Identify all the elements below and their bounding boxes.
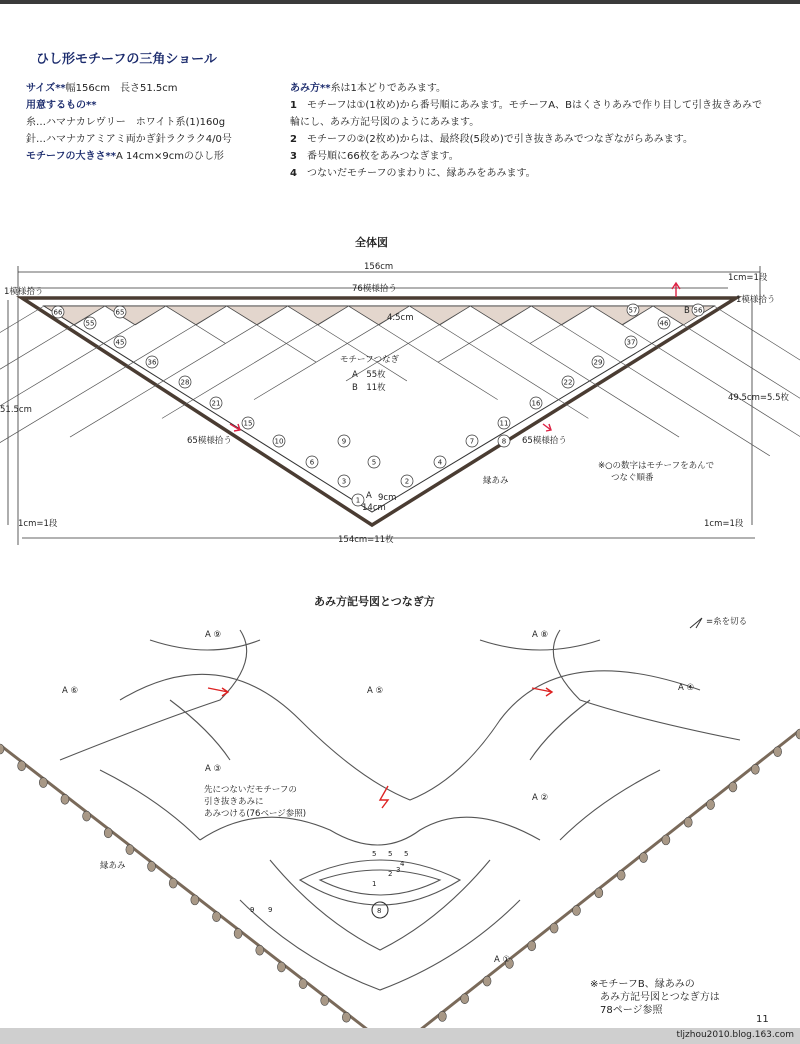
svg-text:55: 55 bbox=[85, 319, 95, 328]
edge-bead bbox=[662, 835, 670, 845]
order-number bbox=[210, 397, 222, 409]
label-a3: A ③ bbox=[205, 764, 222, 774]
chart-edge-label: 縁あみ bbox=[100, 861, 126, 871]
order-number bbox=[306, 456, 318, 468]
edge-bead bbox=[774, 747, 782, 757]
yarn-line: 糸…ハマナカレヴリー ホワイト系(1)160g bbox=[26, 117, 226, 128]
svg-text:57: 57 bbox=[628, 306, 638, 315]
order-number bbox=[692, 304, 704, 316]
grid-line bbox=[714, 306, 800, 512]
center-a: A 55枚 bbox=[352, 370, 386, 380]
svg-text:21: 21 bbox=[211, 399, 221, 408]
edge-bead bbox=[191, 895, 199, 905]
round-number: 3 bbox=[396, 866, 401, 874]
order-number bbox=[368, 456, 380, 468]
height-right-label: 49.5cm=5.5枚 bbox=[728, 393, 790, 403]
svg-text:22: 22 bbox=[563, 378, 573, 387]
edge-bead bbox=[595, 888, 603, 898]
edge-bead bbox=[707, 800, 715, 810]
order-number bbox=[530, 397, 542, 409]
join-note-3: あみつける(76ページ参照) bbox=[204, 809, 307, 819]
svg-text:28: 28 bbox=[180, 378, 190, 387]
edge-bead bbox=[39, 778, 47, 788]
edge-bead bbox=[461, 994, 469, 1004]
round-number: 8 bbox=[377, 907, 382, 915]
chart-footnote: ※モチーフB、縁あみの あみ方記号図とつなぎ方は 78ページ参照 bbox=[590, 979, 720, 1016]
svg-text:8: 8 bbox=[501, 437, 507, 446]
round-number: 2 bbox=[388, 870, 393, 878]
instructions-label: あみ方** bbox=[290, 83, 331, 94]
edge-bead bbox=[18, 761, 26, 771]
order-number bbox=[52, 306, 64, 318]
hook-line: 針…ハマナカアミアミ両かぎ針ラクラク4/0号 bbox=[26, 134, 232, 145]
edge-bead bbox=[342, 1012, 350, 1022]
svg-text:65: 65 bbox=[115, 308, 125, 317]
overview-heading: 全体図 bbox=[355, 236, 388, 249]
cut-note: =糸を切る bbox=[706, 617, 748, 627]
left-pick-label: 1模様拾う bbox=[4, 287, 44, 297]
edge-bead bbox=[321, 995, 329, 1005]
motif-size-label: モチーフの大きさ** bbox=[26, 151, 116, 162]
edge-bead bbox=[617, 870, 625, 880]
join-note-1: 先につないだモチーフの bbox=[204, 785, 297, 795]
svg-text:11: 11 bbox=[499, 419, 509, 428]
motif-h-label: 9cm bbox=[378, 493, 397, 503]
svg-text:7: 7 bbox=[469, 437, 475, 446]
center-title: モチーフつなぎ bbox=[340, 355, 400, 365]
round-number: 5 bbox=[388, 850, 393, 858]
label-a6: A ⑥ bbox=[62, 686, 79, 696]
edge-bead bbox=[126, 845, 134, 855]
height-left-label: 51.5cm bbox=[0, 405, 32, 415]
edge-bead bbox=[299, 979, 307, 989]
round-number: 5 bbox=[372, 850, 377, 858]
label-a1: A ① bbox=[494, 955, 511, 965]
edge-bead bbox=[61, 794, 69, 804]
edge-bead bbox=[169, 878, 177, 888]
page-number: 11 bbox=[756, 1014, 769, 1025]
svg-text:66: 66 bbox=[53, 308, 63, 317]
footer-url: tljzhou2010.blog.163.com bbox=[676, 1030, 794, 1040]
inner-top-label: 76模様拾う bbox=[352, 284, 397, 294]
center-b: B 11枚 bbox=[352, 383, 386, 393]
left-side-label: 65模様拾う bbox=[187, 436, 232, 446]
width-bottom-label: 154cm=11枚 bbox=[338, 535, 394, 545]
border-width-label: 4.5cm bbox=[387, 313, 414, 323]
svg-text:2: 2 bbox=[404, 477, 410, 486]
svg-text:3: 3 bbox=[341, 477, 347, 486]
edge-bead bbox=[438, 1011, 446, 1021]
width-top-label: 156cm bbox=[364, 262, 394, 272]
edge-bead bbox=[729, 782, 737, 792]
order-number bbox=[401, 475, 413, 487]
svg-text:6: 6 bbox=[309, 458, 315, 467]
motif-b-label: B bbox=[684, 306, 690, 316]
round-number: 9 bbox=[250, 906, 255, 914]
order-number bbox=[434, 456, 446, 468]
order-number bbox=[466, 435, 478, 447]
right-side-label: 65模様拾う bbox=[522, 436, 567, 446]
edge-bead bbox=[528, 941, 536, 951]
label-a5: A ⑤ bbox=[367, 686, 384, 696]
step-3: 3 番号順に66枚をあみつなぎます。 bbox=[290, 151, 459, 162]
order-number bbox=[273, 435, 285, 447]
label-a2: A ② bbox=[532, 793, 549, 803]
motif-w-label: 14cm bbox=[362, 503, 386, 513]
order-number bbox=[179, 376, 191, 388]
bottom-right-label: 1cm=1段 bbox=[704, 519, 744, 529]
chart-heading: あみ方記号図とつなぎ方 bbox=[314, 595, 435, 608]
cut-icon bbox=[690, 618, 702, 628]
round-number: 1 bbox=[372, 880, 377, 888]
svg-text:4: 4 bbox=[437, 458, 443, 467]
edge-bead bbox=[0, 744, 4, 754]
edge-bead bbox=[751, 764, 759, 774]
order-note-2: つなぐ順番 bbox=[611, 473, 654, 483]
step-2: 2 モチーフの②(2枚め)からは、最終段(5段め)で引き抜きあみでつなぎながらあみます。 bbox=[290, 134, 693, 145]
round-number: 4 bbox=[400, 860, 405, 868]
svg-text:16: 16 bbox=[531, 399, 541, 408]
order-note-1: ※○の数字はモチーフをあんで bbox=[598, 461, 715, 471]
step-4: 4 つないだモチーフのまわりに、縁あみをあみます。 bbox=[290, 168, 536, 179]
page-title: ひし形モチーフの三角ショール bbox=[36, 52, 217, 67]
order-number bbox=[242, 417, 254, 429]
instructions-intro: 糸は1本どりであみます。 bbox=[330, 83, 447, 94]
svg-text:36: 36 bbox=[147, 358, 157, 367]
bottom-left-label: 1cm=1段 bbox=[18, 519, 58, 529]
svg-text:45: 45 bbox=[115, 338, 125, 347]
svg-text:1: 1 bbox=[355, 496, 361, 505]
edge-bead bbox=[212, 912, 220, 922]
round-number: 5 bbox=[404, 850, 409, 858]
order-number bbox=[627, 304, 639, 316]
order-number bbox=[592, 356, 604, 368]
order-number bbox=[562, 376, 574, 388]
svg-text:5: 5 bbox=[371, 458, 377, 467]
edge-label: 縁あみ bbox=[483, 476, 509, 486]
edge-bead bbox=[640, 853, 648, 863]
edge-bead bbox=[234, 928, 242, 938]
label-a8: A ⑧ bbox=[532, 630, 549, 640]
order-number bbox=[498, 417, 510, 429]
svg-text:29: 29 bbox=[593, 358, 603, 367]
edge-bead bbox=[684, 817, 692, 827]
order-number bbox=[498, 435, 510, 447]
right-top-label: 1cm=1段 bbox=[728, 273, 768, 283]
edge-bead bbox=[104, 828, 112, 838]
join-note-2: 引き抜きあみに bbox=[204, 797, 264, 807]
edge-bead bbox=[796, 729, 800, 739]
svg-text:15: 15 bbox=[243, 419, 253, 428]
order-number bbox=[84, 317, 96, 329]
step-1: 1 モチーフは①(1枚め)から番号順にあみます。モチーフA、Bはくさりあみで作り目して引き抜きあみで輪にし、あみ方記号図のようにあみます。 bbox=[290, 100, 762, 128]
edge-bead bbox=[83, 811, 91, 821]
label-a4: A ④ bbox=[678, 683, 695, 693]
svg-text:10: 10 bbox=[274, 437, 284, 446]
svg-text:46: 46 bbox=[659, 319, 669, 328]
order-number bbox=[114, 336, 126, 348]
order-number bbox=[114, 306, 126, 318]
size-value: 幅156cm 長さ51.5cm bbox=[65, 83, 178, 94]
order-number bbox=[338, 475, 350, 487]
size-label: サイズ** bbox=[26, 83, 66, 94]
order-number bbox=[146, 356, 158, 368]
order-number bbox=[658, 317, 670, 329]
order-number bbox=[338, 435, 350, 447]
svg-text:56: 56 bbox=[693, 306, 703, 315]
order-number bbox=[625, 336, 637, 348]
edge-bead bbox=[483, 976, 491, 986]
round-number: 9 bbox=[268, 906, 273, 914]
edge-bead bbox=[572, 905, 580, 915]
right-pick-label: 1模様拾う bbox=[736, 295, 776, 305]
svg-text:9: 9 bbox=[341, 437, 347, 446]
edge-bead bbox=[277, 962, 285, 972]
svg-text:37: 37 bbox=[626, 338, 636, 347]
edge-bead bbox=[256, 945, 264, 955]
label-a9: A ⑨ bbox=[205, 630, 222, 640]
motif-a-label: A bbox=[366, 491, 372, 501]
edge-bead bbox=[550, 923, 558, 933]
edge-bead bbox=[148, 861, 156, 871]
motif-size-value: A 14cm×9cmのひし形 bbox=[115, 151, 224, 162]
materials-label: 用意するもの** bbox=[26, 100, 97, 111]
